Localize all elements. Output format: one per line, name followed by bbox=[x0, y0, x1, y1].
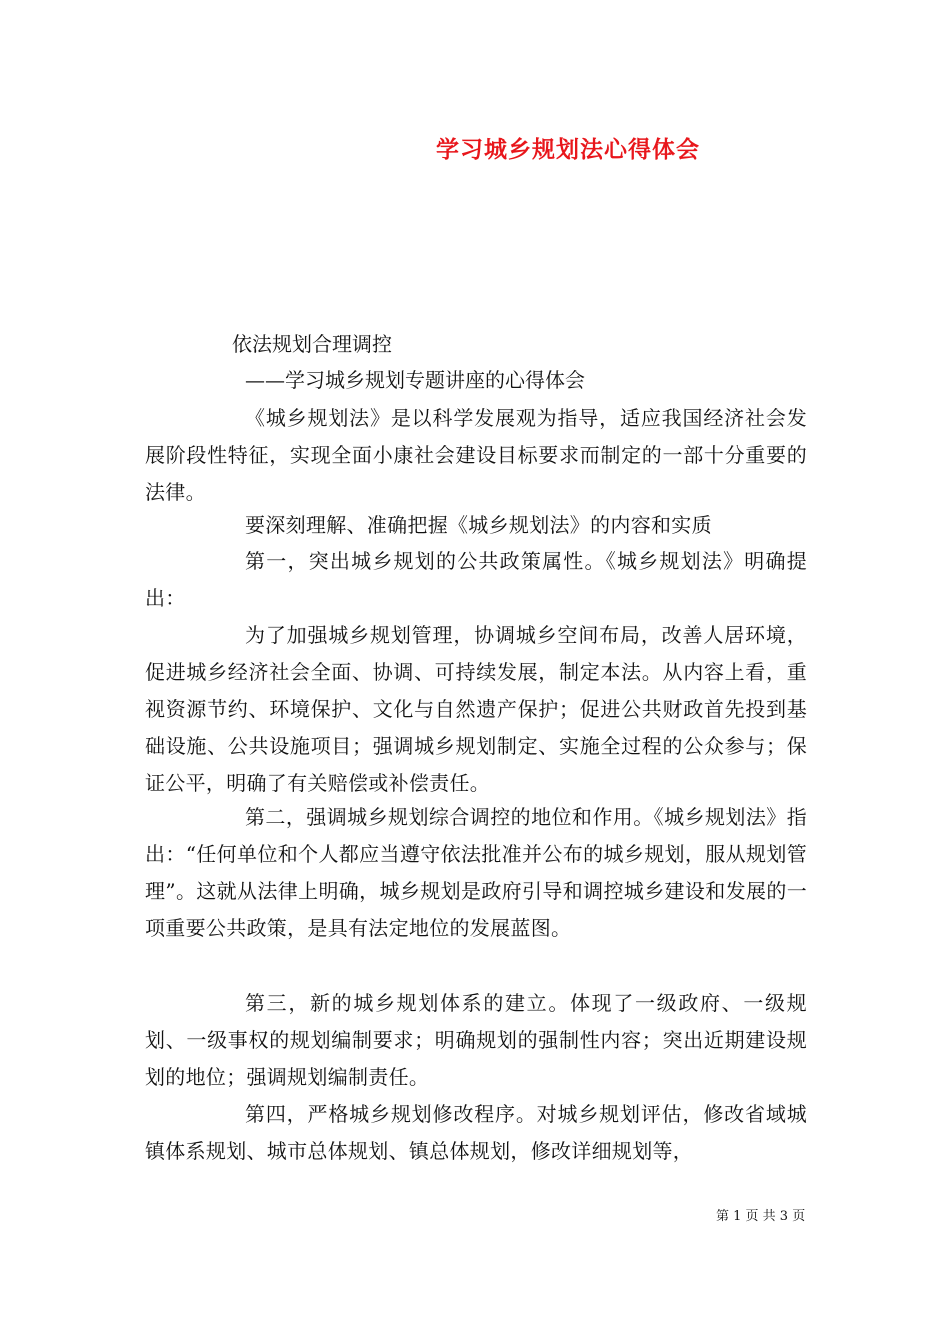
paragraph-intro: 《城乡规划法》是以科学发展观为指导，适应我国经济社会发展阶段性特征，实现全面小康社会建设目标要求而制定的一部十分重要的法律。 bbox=[145, 406, 807, 504]
paragraph-fourth-point: 第四，严格城乡规划修改程序。对城乡规划评估，修改省域城镇体系规划、城市总体规划、镇总体规划，修改详细规划等， bbox=[145, 1102, 807, 1163]
document-title: 学习城乡规划法心得体会 bbox=[436, 136, 700, 163]
paragraph-law-quote: 为了加强城乡规划管理，协调城乡空间布局，改善人居环境，促进城乡经济社会全面、协调、可持续发展，制定本法。从内容上看，重视资源节约、环境保护、文化与自然遗产保护；促进公共财政首先投到基础设施、公共设施项目；强调城乡规划制定、实施全过程的公众参与；保证公平，明确了有关赔偿或补偿责任。 bbox=[145, 623, 807, 795]
paragraph-first-point: 第一，突出城乡规划的公共政策属性。《城乡规划法》明确提出： bbox=[145, 549, 807, 610]
page-number-footer: 第 1 页 共 3 页 bbox=[716, 1209, 806, 1224]
paragraph-understand: 要深刻理解、准确把握《城乡规划法》的内容和实质 bbox=[245, 513, 712, 537]
subtitle-line-1: 依法规划合理调控 bbox=[232, 332, 392, 356]
paragraph-second-point: 第二，强调城乡规划综合调控的地位和作用。《城乡规划法》指出：“任何单位和个人都应当遵守依法批准并公布的城乡规划，服从规划管理”。这就从法律上明确，城乡规划是政府引导和调控城乡建设和发展的一项重要公共政策，是具有法定地位的发展蓝图。 bbox=[145, 805, 807, 940]
subtitle-line-2: ——学习城乡规划专题讲座的心得体会 bbox=[245, 368, 585, 392]
paragraph-third-point: 第三，新的城乡规划体系的建立。体现了一级政府、一级规划、一级事权的规划编制要求；明确规划的强制性内容；突出近期建设规划的地位；强调规划编制责任。 bbox=[145, 991, 807, 1089]
